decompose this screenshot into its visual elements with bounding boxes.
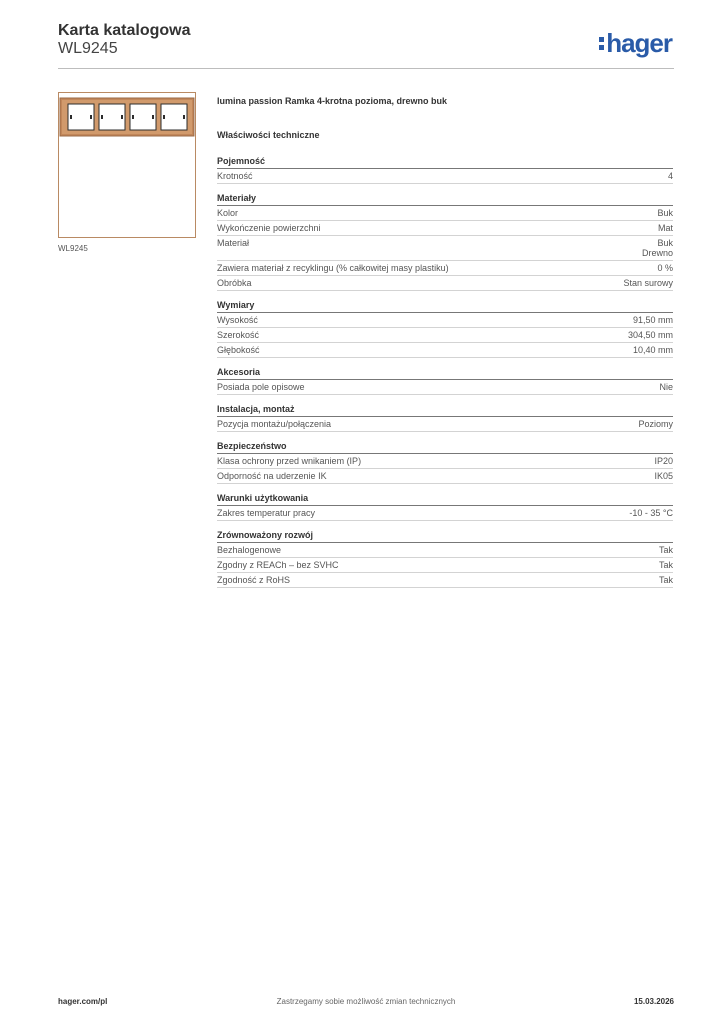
spec-value: Poziomy — [638, 419, 673, 429]
spec-group-title: Zrównoważony rozwój — [217, 530, 673, 543]
spec-label: Materiał — [217, 238, 250, 248]
spec-label: Krotność — [217, 171, 253, 181]
spec-value: 304,50 mm — [627, 330, 673, 340]
logo-text: hager — [606, 28, 672, 58]
spec-group — [217, 441, 673, 484]
spec-row — [217, 573, 673, 588]
spec-label: Wykończenie powierzchni — [217, 223, 321, 233]
spec-label: Klasa ochrony przed wnikaniem (IP) — [217, 456, 362, 466]
spec-label: Kolor — [217, 208, 239, 218]
spec-value: Stan surowy — [623, 278, 673, 288]
spec-group — [217, 193, 673, 291]
spec-row — [217, 276, 673, 291]
product-image — [58, 92, 196, 238]
logo-dots-icon — [599, 37, 604, 50]
spec-value: Buk Drewno — [641, 238, 673, 258]
spec-groups — [217, 156, 673, 588]
spec-group — [217, 404, 673, 432]
spec-value: Tak — [658, 575, 673, 585]
spec-group-title: Wymiary — [217, 300, 673, 313]
spec-value: IP20 — [654, 456, 673, 466]
spec-row — [217, 417, 673, 432]
page-header — [58, 20, 674, 68]
spec-group — [217, 300, 673, 358]
product-description: lumina passion Ramka 4-krotna pozioma, drewno buk — [217, 96, 448, 106]
spec-group-title: Warunki użytkowania — [217, 493, 673, 506]
spec-sheet — [217, 96, 673, 597]
spec-label: Głębokość — [217, 345, 260, 355]
spec-label: Zgodny z REACh – bez SVHC — [217, 560, 339, 570]
section-title: Właściwości techniczne — [217, 130, 320, 140]
footer-website: hager.com/pl — [58, 997, 108, 1006]
spec-value: -10 - 35 °C — [629, 508, 673, 518]
spec-label: Zgodność z RoHS — [217, 575, 291, 585]
image-caption: WL9245 — [58, 244, 88, 253]
spec-row — [217, 313, 673, 328]
spec-label: Wysokość — [217, 315, 258, 325]
spec-label: Zakres temperatur pracy — [217, 508, 316, 518]
spec-row — [217, 469, 673, 484]
spec-value: 91,50 mm — [632, 315, 673, 325]
footer-disclaimer: Zastrzegamy sobie możliwość zmian technicznych — [276, 997, 456, 1006]
page-footer — [58, 997, 674, 1011]
footer-date: 15.03.2026 — [633, 997, 674, 1006]
spec-value: Nie — [659, 382, 673, 392]
spec-row — [217, 380, 673, 395]
spec-group — [217, 156, 673, 184]
spec-row — [217, 454, 673, 469]
header-divider — [58, 68, 674, 69]
spec-label: Zawiera materiał z recyklingu (% całkowitej masy plastiku) — [217, 263, 449, 273]
spec-value: Mat — [657, 223, 673, 233]
spec-group — [217, 493, 673, 521]
spec-value: 10,40 mm — [632, 345, 673, 355]
spec-row — [217, 236, 673, 261]
spec-value: Tak — [658, 545, 673, 555]
spec-label: Posiada pole opisowe — [217, 382, 305, 392]
spec-value: Tak — [658, 560, 673, 570]
spec-group-title: Akcesoria — [217, 367, 673, 380]
spec-group-title: Materiały — [217, 193, 673, 206]
spec-label: Bezhalogenowe — [217, 545, 282, 555]
spec-label: Obróbka — [217, 278, 252, 288]
spec-row — [217, 261, 673, 276]
product-code: WL9245 — [58, 40, 118, 57]
spec-row — [217, 543, 673, 558]
hager-logo — [599, 28, 672, 59]
spec-group — [217, 530, 673, 588]
spec-value: 4 — [667, 171, 673, 181]
spec-row — [217, 328, 673, 343]
document-title: Karta katalogowa — [58, 22, 191, 39]
frame-4-gang-icon — [59, 97, 195, 137]
spec-value: 0 % — [657, 263, 673, 273]
spec-group — [217, 367, 673, 395]
spec-group-title: Instalacja, montaż — [217, 404, 673, 417]
spec-label: Szerokość — [217, 330, 260, 340]
spec-group-title: Pojemność — [217, 156, 673, 169]
spec-row — [217, 343, 673, 358]
spec-row — [217, 558, 673, 573]
spec-label: Odporność na uderzenie IK — [217, 471, 327, 481]
spec-value: IK05 — [654, 471, 673, 481]
spec-label: Pozycja montażu/połączenia — [217, 419, 332, 429]
spec-row — [217, 221, 673, 236]
spec-row — [217, 506, 673, 521]
spec-row — [217, 206, 673, 221]
spec-row — [217, 169, 673, 184]
spec-group-title: Bezpieczeństwo — [217, 441, 673, 454]
spec-value: Buk — [657, 208, 673, 218]
